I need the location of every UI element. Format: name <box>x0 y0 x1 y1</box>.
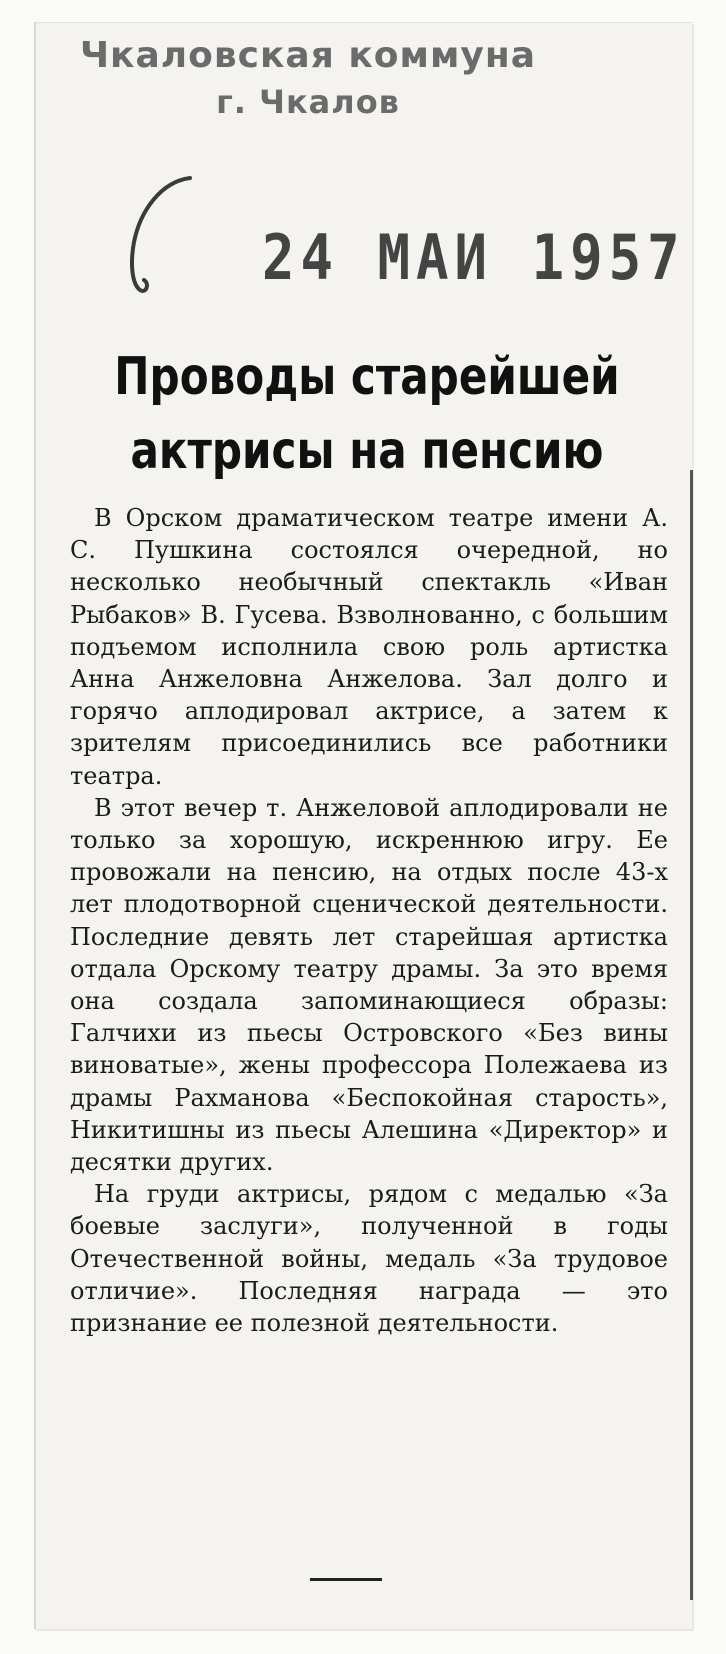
end-rule <box>310 1578 382 1581</box>
column-rule <box>690 470 693 1600</box>
article-headline: Проводы старейшей актрисы на пенсию <box>114 347 620 481</box>
article-body <box>70 502 668 1339</box>
masthead-stamp <box>48 34 568 122</box>
article-paragraph: В Орском драматическом театре имени А. С. Пушкина состоялся очередной, но несколько необычный спектакль «Иван Рыбаков» В. Гусева. Взволнованно, с большим подъемом исполнила свою роль артистка Анна Анжеловна Анжелова. Зал долго и горячо аплодировал актрисе, а затем к зрителям присоединились все работники театра. <box>70 504 668 790</box>
handwritten-mark <box>120 172 200 302</box>
article-paragraph: В этот вечер т. Анжеловой аплодировали не только за хорошую, искреннюю игру. Ее провожали на пенсию, на отдых после 43-х лет плодотворной сценической деятельности. Последние девять лет старейшая артистка отдала Орскому театру драмы. За это время она создала запоминающиеся образы: Галчихи из пьесы Островского «Без вины виноватые», жены профессора Полежаева из драмы Рахманова «Беспокойная старость», Никитишны из пьесы Алешина «Директор» и десятки других. <box>70 793 668 1177</box>
article-paragraph: На груди актрисы, рядом с медалью «За боевые заслуги», полученной в годы Отечественной войны, медаль «За трудовое отличие». Последняя награда — это признание ее полезной деятельности. <box>70 1180 668 1338</box>
date-stamp: 24 МАИ 1957 <box>262 221 686 294</box>
paper-name: Чкаловская коммуна <box>79 35 537 76</box>
paper-city: г. Чкалов <box>216 83 400 121</box>
